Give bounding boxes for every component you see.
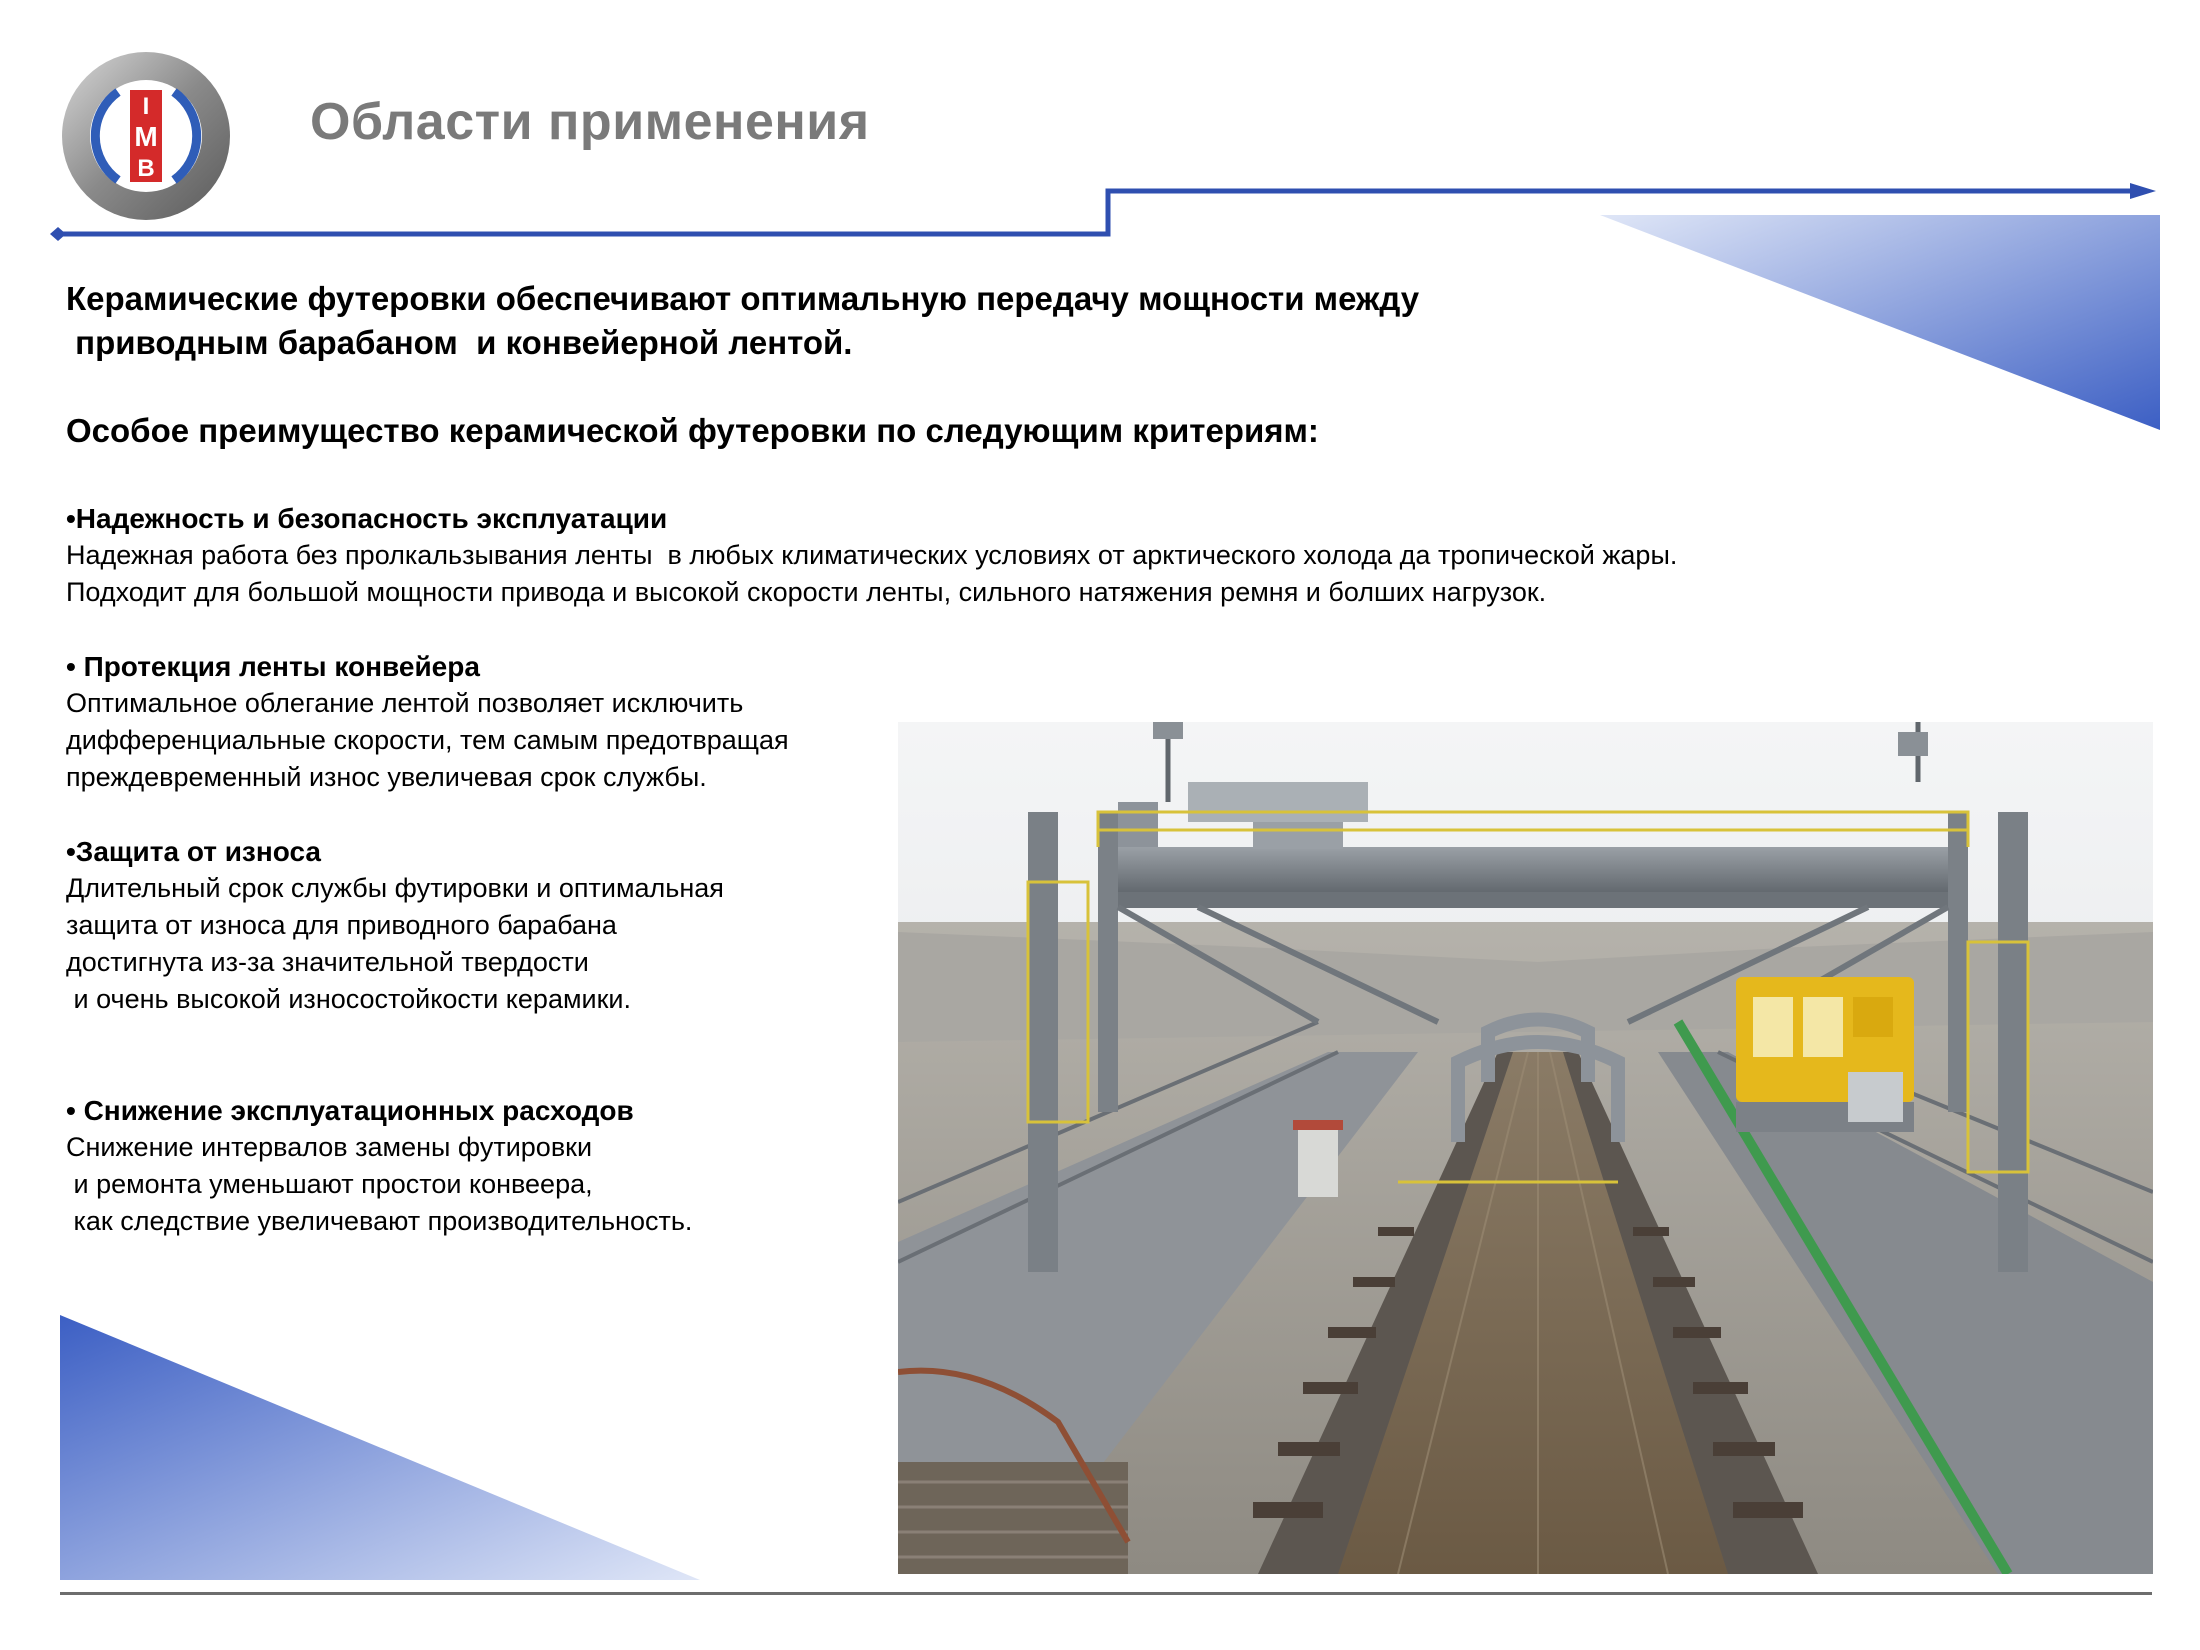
logo-letter-i: I bbox=[142, 93, 150, 120]
criterion-title-belt-protection: • Протекция ленты конвейера bbox=[66, 651, 480, 682]
criterion-text: защита от износа для приводного барабана bbox=[66, 910, 617, 940]
conveyor-photo bbox=[898, 722, 2153, 1574]
criterion-text: Оптимальное облегание лентой позволяет исключить bbox=[66, 688, 744, 718]
criterion-text: Длительный срок службы футировки и оптимальная bbox=[66, 873, 724, 903]
criterion-text: Надежная работа без пролкальзывания ленты в любых климатических условиях от арктического холода да тропической жары. bbox=[66, 540, 1678, 570]
criterion-title-wear-protection: •Защита от износа bbox=[66, 836, 321, 867]
criterion-text: и очень высокой износостойкости керамики. bbox=[66, 984, 632, 1014]
criterion-text: Подходит для большой мощности привода и высокой скорости ленты, сильного натяжения ремня и болших нагрузок. bbox=[66, 577, 1547, 607]
intro-line-1: Керамические футеровки обеспечивают оптимальную передачу мощности между bbox=[66, 280, 1420, 317]
criterion-title-reliability: •Надежность и безопасность эксплуатации bbox=[66, 503, 668, 534]
logo-letter-m: M bbox=[134, 121, 158, 152]
criterion-text: достигнута из-за значительной твердости bbox=[66, 947, 589, 977]
criterion-text: и ремонта уменьшают простои конвеера, bbox=[66, 1169, 593, 1199]
criterion-text: как следствие увеличевают производительность. bbox=[66, 1206, 693, 1236]
criteria-heading: Особое преимущество керамической футеровки по следующим критериям: bbox=[66, 412, 1319, 449]
criterion-text: преждевременный износ увеличевая срок службы. bbox=[66, 762, 707, 792]
criterion-text: Снижение интервалов замены футировки bbox=[66, 1132, 593, 1162]
page-title: Области применения bbox=[310, 93, 870, 151]
criterion-title-cost-reduction: • Снижение эксплуатационных расходов bbox=[66, 1095, 634, 1126]
bottom-rule bbox=[60, 1592, 2152, 1595]
decor-triangle-bottom bbox=[60, 1315, 700, 1580]
criterion-text: дифференциальные скорости, тем самым предотвращая bbox=[66, 725, 789, 755]
intro-line-2: приводным барабаном и конвейерной лентой. bbox=[66, 324, 853, 361]
logo-letter-b: B bbox=[137, 155, 155, 182]
decor-triangle-top bbox=[1600, 215, 2160, 430]
